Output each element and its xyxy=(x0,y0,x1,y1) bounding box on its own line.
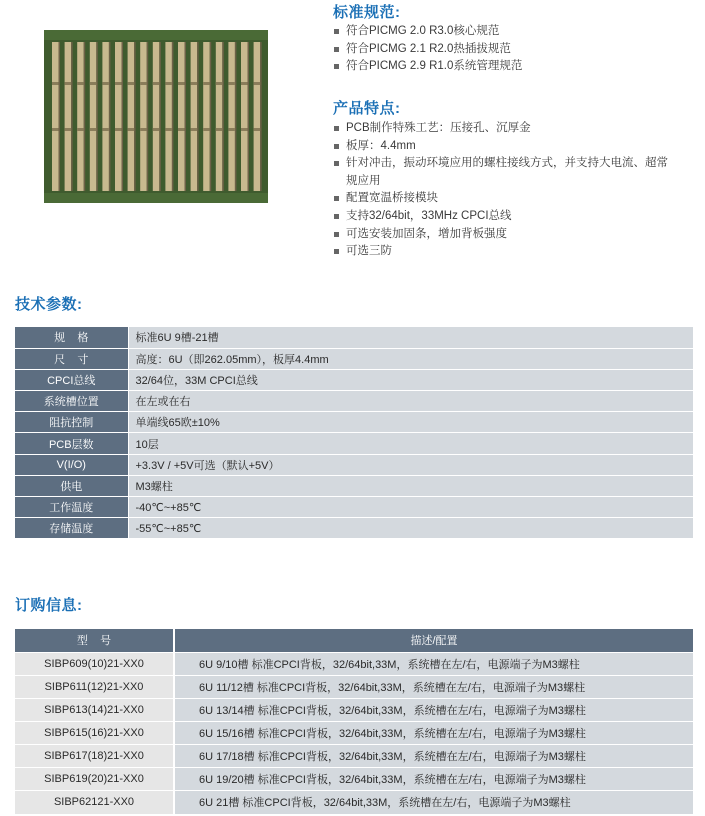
connector-slots xyxy=(52,42,262,191)
connector-slot xyxy=(254,42,261,191)
tech-params-table xyxy=(15,327,693,539)
backplane-image xyxy=(44,30,268,203)
param-key: 阻抗控制 xyxy=(15,412,128,433)
param-value: 标准6U 9槽-21槽 xyxy=(128,327,693,348)
connector-slot xyxy=(128,42,135,191)
table-row xyxy=(15,721,693,744)
table-row xyxy=(15,454,693,475)
table-row xyxy=(15,475,693,496)
description-cell: 6U 13/14槽 标准CPCI背板，32/64bit,33M，系统槽在左/右，电源端子为M3螺柱 xyxy=(174,698,693,721)
connector-divider xyxy=(52,82,59,85)
connector-slot xyxy=(140,42,147,191)
list-item: 支持32/64bit，33MHz CPCI总线 xyxy=(333,208,693,226)
connector-divider xyxy=(165,82,172,85)
connector-slot xyxy=(203,42,210,191)
param-value: 10层 xyxy=(128,433,693,454)
connector-shadow xyxy=(109,42,111,191)
description-cell: 6U 11/12槽 标准CPCI背板，32/64bit,33M，系统槽在左/右，电源端子为M3螺柱 xyxy=(174,675,693,698)
connector-divider xyxy=(165,128,172,131)
connector-divider xyxy=(203,128,210,131)
connector-shadow xyxy=(59,42,61,191)
connector-divider xyxy=(254,128,261,131)
connector-slot xyxy=(90,42,97,191)
connector-divider xyxy=(65,128,72,131)
connector-divider xyxy=(228,128,235,131)
connector-divider xyxy=(52,128,59,131)
table-row xyxy=(15,327,693,348)
connector-divider xyxy=(153,82,160,85)
connector-divider xyxy=(241,128,248,131)
features-title: 产品特点: xyxy=(333,100,401,117)
connector-divider xyxy=(77,82,84,85)
model-cell: SIBP619(20)21-XX0 xyxy=(15,767,174,790)
list-item: 配置宽温桥接模块 xyxy=(333,190,693,208)
connector-shadow xyxy=(96,42,98,191)
connector-shadow xyxy=(235,42,237,191)
table-row xyxy=(15,675,693,698)
connector-shadow xyxy=(122,42,124,191)
list-item: PCB制作特殊工艺：压接孔、沉厚金 xyxy=(333,120,693,138)
list-item: 板厚：4.4mm xyxy=(333,138,693,156)
description-cell: 6U 19/20槽 标准CPCI背板，32/64bit,33M，系统槽在左/右，电源端子为M3螺柱 xyxy=(174,767,693,790)
param-key: 系统槽位置 xyxy=(15,391,128,412)
connector-divider xyxy=(216,82,223,85)
table-header-row xyxy=(15,629,693,652)
connector-divider xyxy=(178,128,185,131)
table-row xyxy=(15,518,693,539)
connector-slot xyxy=(77,42,84,191)
connector-divider xyxy=(178,82,185,85)
connector-shadow xyxy=(248,42,250,191)
description-cell: 6U 15/16槽 标准CPCI背板，32/64bit,33M，系统槽在左/右，电源端子为M3螺柱 xyxy=(174,721,693,744)
connector-slot xyxy=(228,42,235,191)
pcb-top-edge xyxy=(44,30,268,40)
ordering-table xyxy=(15,629,693,814)
connector-divider xyxy=(153,128,160,131)
connector-divider xyxy=(115,82,122,85)
param-key: 尺 寸 xyxy=(15,348,128,369)
param-key: V(I/O) xyxy=(15,454,128,475)
connector-divider xyxy=(140,128,147,131)
list-item: 可选三防 xyxy=(333,243,693,261)
table-row xyxy=(15,698,693,721)
connector-divider xyxy=(254,82,261,85)
connector-divider xyxy=(90,82,97,85)
connector-shadow xyxy=(185,42,187,191)
model-cell: SIBP609(10)21-XX0 xyxy=(15,652,174,675)
connector-slot xyxy=(115,42,122,191)
model-cell: SIBP62121-XX0 xyxy=(15,791,174,814)
connector-shadow xyxy=(222,42,224,191)
list-item: 符合PICMG 2.0 R3.0核心规范 xyxy=(333,23,693,41)
connector-divider xyxy=(228,82,235,85)
connector-divider xyxy=(191,82,198,85)
connector-shadow xyxy=(147,42,149,191)
description-cell: 6U 21槽 标准CPCI背板，32/64bit,33M，系统槽在左/右，电源端子为M3螺柱 xyxy=(174,791,693,814)
description-cell: 6U 9/10槽 标准CPCI背板，32/64bit,33M，系统槽在左/右，电源端子为M3螺柱 xyxy=(174,652,693,675)
param-value: -55℃~+85℃ xyxy=(128,518,693,539)
param-value: M3螺柱 xyxy=(128,475,693,496)
connector-divider xyxy=(90,128,97,131)
connector-slot xyxy=(178,42,185,191)
param-value: 在左或在右 xyxy=(128,391,693,412)
connector-shadow xyxy=(197,42,199,191)
connector-shadow xyxy=(260,42,262,191)
connector-slot xyxy=(165,42,172,191)
table-row xyxy=(15,412,693,433)
table-row xyxy=(15,433,693,454)
connector-shadow xyxy=(84,42,86,191)
connector-divider xyxy=(241,82,248,85)
param-key: 规 格 xyxy=(15,327,128,348)
param-key: 供电 xyxy=(15,475,128,496)
table-row xyxy=(15,767,693,790)
connector-divider xyxy=(115,128,122,131)
description-cell: 6U 17/18槽 标准CPCI背板，32/64bit,33M，系统槽在左/右，电源端子为M3螺柱 xyxy=(174,744,693,767)
table-row xyxy=(15,744,693,767)
model-cell: SIBP615(16)21-XX0 xyxy=(15,721,174,744)
connector-divider xyxy=(140,82,147,85)
table-row xyxy=(15,369,693,390)
features-list xyxy=(333,120,693,261)
connector-slot xyxy=(153,42,160,191)
column-header-model: 型 号 xyxy=(15,629,174,652)
connector-divider xyxy=(77,128,84,131)
list-item: 符合PICMG 2.1 R2.0热插拔规范 xyxy=(333,41,693,59)
param-value: -40℃~+85℃ xyxy=(128,497,693,518)
list-item: 可选安装加固条，增加背板强度 xyxy=(333,226,693,244)
connector-shadow xyxy=(210,42,212,191)
model-cell: SIBP613(14)21-XX0 xyxy=(15,698,174,721)
model-cell: SIBP617(18)21-XX0 xyxy=(15,744,174,767)
tech-params-title: 技术参数: xyxy=(15,296,83,313)
connector-divider xyxy=(191,128,198,131)
standards-title: 标准规范: xyxy=(333,4,401,21)
list-item: 符合PICMG 2.9 R1.0系统管理规范 xyxy=(333,58,693,76)
param-value: +3.3V / +5V可选（默认+5V） xyxy=(128,454,693,475)
connector-slot xyxy=(52,42,59,191)
table-row xyxy=(15,348,693,369)
connector-slot xyxy=(191,42,198,191)
param-value: 高度：6U（即262.05mm），板厚4.4mm xyxy=(128,348,693,369)
connector-divider xyxy=(203,82,210,85)
connector-shadow xyxy=(172,42,174,191)
connector-divider xyxy=(102,128,109,131)
column-header-description: 描述/配置 xyxy=(174,629,693,652)
model-cell: SIBP611(12)21-XX0 xyxy=(15,675,174,698)
connector-shadow xyxy=(134,42,136,191)
standards-list xyxy=(333,23,693,76)
connector-shadow xyxy=(159,42,161,191)
param-value: 单端线65欧±10% xyxy=(128,412,693,433)
connector-slot xyxy=(216,42,223,191)
connector-divider xyxy=(216,128,223,131)
list-item: 针对冲击，振动环境应用的螺柱接线方式，并支持大电流、超常规应用 xyxy=(333,155,678,190)
param-key: PCB层数 xyxy=(15,433,128,454)
connector-shadow xyxy=(71,42,73,191)
table-row xyxy=(15,652,693,675)
param-value: 32/64位，33M CPCI总线 xyxy=(128,369,693,390)
pcb-bottom-edge xyxy=(44,193,268,203)
table-row xyxy=(15,497,693,518)
param-key: CPCI总线 xyxy=(15,369,128,390)
connector-divider xyxy=(65,82,72,85)
connector-slot xyxy=(102,42,109,191)
connector-divider xyxy=(128,82,135,85)
param-key: 存储温度 xyxy=(15,518,128,539)
table-row xyxy=(15,791,693,814)
param-key: 工作温度 xyxy=(15,497,128,518)
connector-slot xyxy=(65,42,72,191)
table-row xyxy=(15,391,693,412)
product-photo xyxy=(44,30,268,203)
connector-slot xyxy=(241,42,248,191)
connector-divider xyxy=(102,82,109,85)
ordering-title: 订购信息: xyxy=(15,597,83,614)
connector-divider xyxy=(128,128,135,131)
